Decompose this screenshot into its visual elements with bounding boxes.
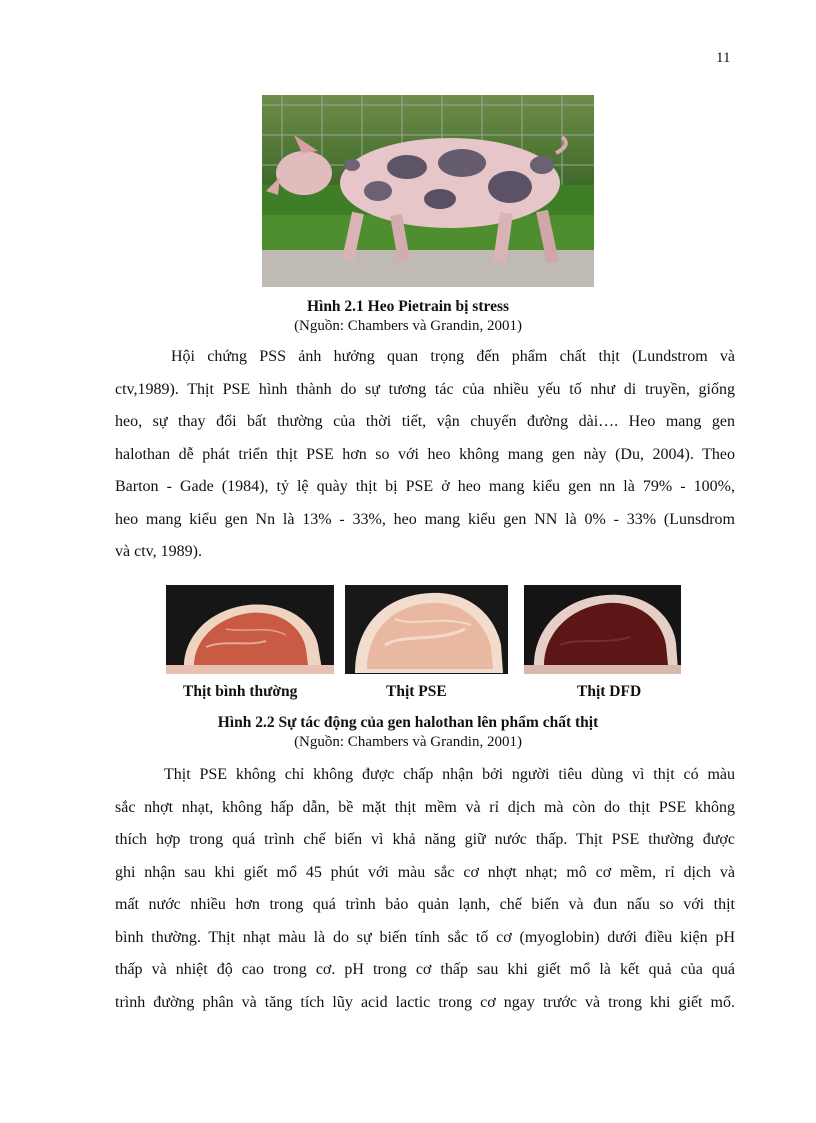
paragraph-line: sắc nhợt nhạt, không hấp dẫn, bề mặt thịt mềm và rỉ dịch mà còn do thịt PSE không bbox=[115, 798, 735, 816]
paragraph-line: thấp và nhiệt độ cao trong cơ. pH trong cơ thấp sau khi giết mổ là kết quả của quá bbox=[115, 961, 735, 978]
paragraph-1 bbox=[115, 341, 735, 569]
meat-label-dfd: Thịt DFD bbox=[577, 683, 642, 700]
figure-2-caption: Hình 2.2 Sự tác động của gen halothan lên phẩm chất thịt bbox=[217, 714, 599, 731]
paragraph-line: mất nước nhiều hơn trong quá trình bảo quản lạnh, chế biến và đun nấu so với thịt bbox=[115, 896, 735, 913]
paragraph-line: trình đường phân và tăng tích lũy acid lactic trong cơ ngay trước và trong khi giết mổ. bbox=[115, 993, 735, 1011]
meat-label-pse: Thịt PSE bbox=[386, 683, 447, 700]
figure-2-source: (Nguồn: Chambers và Grandin, 2001) bbox=[294, 734, 522, 750]
paragraph-line: heo, sự thay đổi bất thường của thời tiết, vận chuyển đường dài…. Heo mang gen bbox=[115, 413, 735, 430]
pig-photo bbox=[262, 95, 594, 287]
paragraph-line: Barton - Gade (1984), tỷ lệ quày thịt bị PSE ở heo mang kiểu gen nn là 79% - 100%, bbox=[115, 478, 735, 495]
meat-label-normal: Thịt bình thường bbox=[183, 683, 298, 700]
paragraph-line: heo mang kiểu gen Nn là 13% - 33%, heo mang kiểu gen NN là 0% - 33% (Lunsdrom bbox=[115, 510, 735, 528]
meat-normal-photo bbox=[166, 585, 334, 674]
paragraph-line: halothan dễ phát triển thịt PSE hơn so với heo không mang gen này (Du, 2004). Theo bbox=[115, 445, 735, 463]
paragraph-line: ghi nhận sau khi giết mổ 45 phút với màu sắc cơ nhợt nhạt; mô cơ mềm, rỉ dịch và bbox=[115, 863, 735, 881]
page-number: 11 bbox=[716, 50, 731, 66]
paragraph-2 bbox=[115, 759, 735, 1019]
figure-1-caption: Hình 2.1 Heo Pietrain bị stress bbox=[306, 298, 510, 315]
paragraph-line: Hội chứng PSS ảnh hưởng quan trọng đến phẩm chất thịt (Lundstrom và bbox=[171, 348, 735, 365]
meat-pse-photo bbox=[345, 585, 508, 674]
paragraph-line: thích hợp trong quá trình chế biến vì khả năng giữ nước thấp. Thịt PSE thường được bbox=[115, 831, 735, 848]
figure-1-source: (Nguồn: Chambers và Grandin, 2001) bbox=[294, 318, 522, 334]
paragraph-line: bình thường. Thịt nhạt màu là do sự biến tính sắc tố cơ (myoglobin) dưới điều kiện pH bbox=[115, 928, 735, 946]
paragraph-line: và ctv, 1989). bbox=[115, 543, 202, 560]
paragraph-line: Thịt PSE không chỉ không được chấp nhận bởi người tiêu dùng vì thịt có màu bbox=[164, 766, 735, 783]
paragraph-line: ctv,1989). Thịt PSE hình thành do sự tương tác của nhiều yếu tố như di truyền, giống bbox=[115, 380, 735, 398]
meat-dfd-photo bbox=[524, 585, 681, 674]
